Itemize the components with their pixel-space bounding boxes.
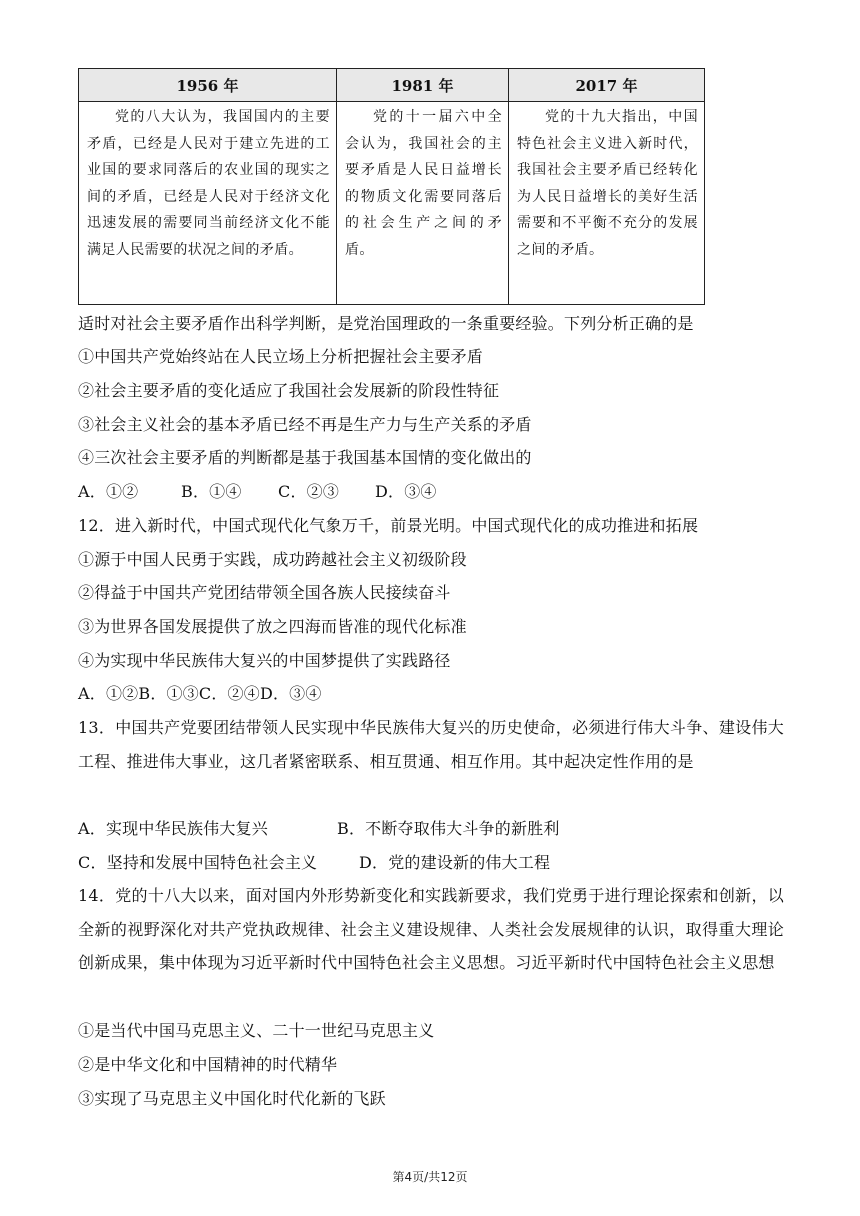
q11-option-c: C．②③: [278, 482, 340, 501]
table-cell-1981: 党的十一届六中全会认为，我国社会的主要矛盾是人民日益增长的物质文化需要同落后的社会生产之间的矛盾。: [337, 102, 509, 305]
table-header-2017: 2017 年: [509, 69, 705, 102]
table-row: [79, 102, 705, 305]
q12-item-2: ②得益于中国共产党团结带领全国各族人民接续奋斗: [78, 583, 451, 602]
contradiction-table: [78, 68, 705, 305]
q12-item-4: ④为实现中华民族伟大复兴的中国梦提供了实践路径: [78, 651, 451, 670]
table-header-1956: 1956 年: [79, 69, 337, 102]
q13-option-d: D．党的建设新的伟大工程: [359, 853, 551, 872]
q13-option-a: A．实现中华民族伟大复兴: [78, 819, 268, 838]
table-header-row: [79, 69, 705, 102]
q13-options-row-2: [78, 853, 550, 873]
table-cell-1956: 党的八大认为，我国国内的主要矛盾，已经是人民对于建立先进的工业国的要求同落后的农业国的现实之间的矛盾，已经是人民对于经济文化迅速发展的需要同当前经济文化不能满足人民需要的状况之间的矛盾。: [79, 102, 337, 305]
table-cell-2017: 党的十九大指出，中国特色社会主义进入新时代，我国社会主要矛盾已经转化为人民日益增长的美好生活需要和不平衡不充分的发展之间的矛盾。: [509, 102, 705, 305]
q13-option-c: C．坚持和发展中国特色社会主义: [78, 853, 318, 872]
q14-stem: 14．党的十八大以来，面对国内外形势新变化和实践新要求，我们党勇于进行理论探索和创新，以全新的视野深化对共产党执政规律、社会主义建设规律、人类社会发展规律的认识，取得重大理论创新成果，集中体现为习近平新时代中国特色社会主义思想。习近平新时代中国特色社会主义思想: [78, 886, 784, 973]
q11-item-2: ②社会主要矛盾的变化适应了我国社会发展新的阶段性特征: [78, 381, 500, 400]
q11-options: [78, 482, 437, 502]
table-header-1981: 1981 年: [337, 69, 509, 102]
q11-option-d: D．③④: [375, 482, 437, 501]
q11-item-4: ④三次社会主要矛盾的判断都是基于我国基本国情的变化做出的: [78, 448, 532, 467]
q13-options-row-1: [78, 819, 560, 839]
q14-item-1: ①是当代中国马克思主义、二十一世纪马克思主义: [78, 1021, 435, 1040]
q13-option-b: B．不断夺取伟大斗争的新胜利: [337, 819, 560, 838]
q12-options: A．①②B．①③C．②④D．③④: [78, 684, 322, 703]
page-number: 第4页/共12页: [392, 1170, 468, 1184]
q11-item-3: ③社会主义社会的基本矛盾已经不再是生产力与生产关系的矛盾: [78, 415, 532, 434]
q14-item-3: ③实现了马克思主义中国化时代化新的飞跃: [78, 1089, 386, 1108]
q12-stem: 12．进入新时代，中国式现代化气象万千，前景光明。中国式现代化的成功推进和拓展: [78, 516, 699, 535]
q13-stem: 13．中国共产党要团结带领人民实现中华民族伟大复兴的历史使命，必须进行伟大斗争、建设伟大工程、推进伟大事业，这几者紧密联系、相互贯通、相互作用。其中起决定性作用的是: [78, 718, 784, 771]
q12-item-1: ①源于中国人民勇于实践，成功跨越社会主义初级阶段: [78, 550, 467, 569]
q11-stem: 适时对社会主要矛盾作出科学判断，是党治国理政的一条重要经验。下列分析正确的是: [78, 314, 694, 333]
q11-option-b: B．①④: [181, 482, 242, 501]
q12-item-3: ③为世界各国发展提供了放之四海而皆准的现代化标准: [78, 617, 467, 636]
q11-item-1: ①中国共产党始终站在人民立场上分析把握社会主要矛盾: [78, 347, 484, 366]
q11-option-a: A．①②: [78, 482, 139, 501]
q14-item-2: ②是中华文化和中国精神的时代精华: [78, 1055, 338, 1074]
